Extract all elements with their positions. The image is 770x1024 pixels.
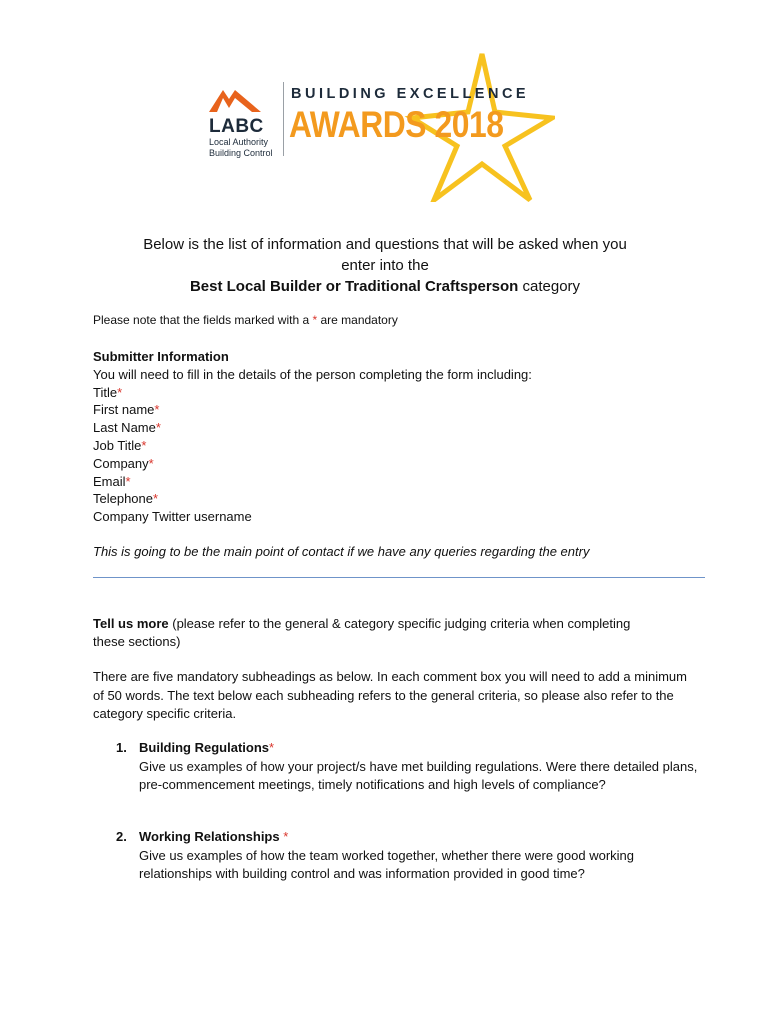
submitter-section xyxy=(93,348,532,526)
submitter-description: You will need to fill in the details of the person completing the form including: xyxy=(93,366,532,382)
mandatory-note: Please note that the fields marked with a * are mandatory xyxy=(93,313,398,327)
section-divider xyxy=(93,577,705,578)
tell-more-paragraph: Tell us more (please refer to the general & category specific judging criteria when completing these sections) xyxy=(93,616,631,649)
labc-wordmark: LABC xyxy=(209,116,264,137)
item-number: 2. xyxy=(116,829,127,844)
field-list-item: Company* xyxy=(93,455,154,471)
intro-text xyxy=(60,234,710,297)
item-text: Give us examples of how your project/s have met building regulations. Were there detailed plans, pre-commencement meetings, timely notifications and high levels of compliance? xyxy=(139,758,698,792)
intro-category: Best Local Builder or Traditional Craftsperson category xyxy=(189,278,581,295)
awards-year-title: AWARDS 2018 xyxy=(289,104,504,145)
field-list-item: First name* xyxy=(93,402,160,418)
field-list-item: Title* xyxy=(93,384,123,400)
item-title: Working Relationships * xyxy=(139,829,289,844)
field-list-item: Company Twitter username xyxy=(93,509,252,525)
subheadings-paragraph: There are five mandatory subheadings as below. In each comment box you will need to add a minimum of 50 words. The text below each subheading refers to the general criteria, so please also refer to the category specific criteria. xyxy=(93,669,687,721)
field-list-item: Email* xyxy=(93,473,131,489)
event-title: BUILDING EXCELLENCE xyxy=(291,86,530,102)
intro-line-1: Below is the list of information and questions that will be asked when you xyxy=(143,236,627,253)
contact-note: This is going to be the main point of contact if we have any queries regarding the entry xyxy=(93,544,590,559)
logo-divider xyxy=(283,82,284,156)
field-list-item: Telephone* xyxy=(93,491,159,507)
labc-roof-icon xyxy=(209,90,261,112)
field-list-item: Last Name* xyxy=(93,420,161,436)
item-title: Building Regulations* xyxy=(139,740,275,755)
labc-subtitle: Local Authority Building Control xyxy=(209,137,273,158)
item-number: 1. xyxy=(116,740,127,755)
item-text: Give us examples of how the team worked together, whether there were good working relationships with building control and was information provided in good time? xyxy=(139,847,634,881)
submitter-heading: Submitter Information xyxy=(93,349,229,364)
intro-line-2: enter into the xyxy=(341,257,429,274)
field-list-item: Job Title* xyxy=(93,437,147,453)
